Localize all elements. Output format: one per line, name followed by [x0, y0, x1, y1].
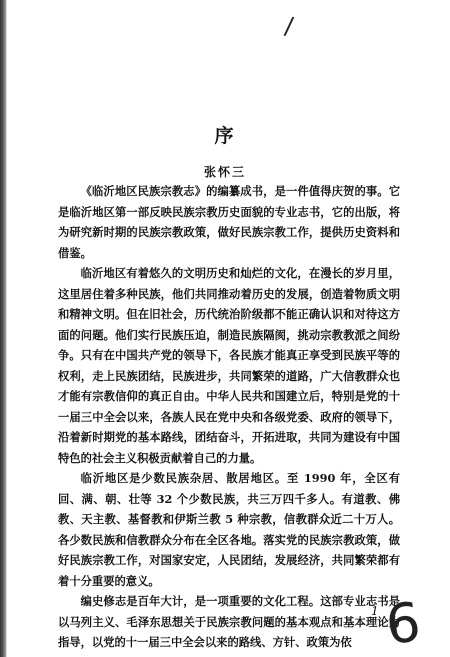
- page-number: 1: [371, 604, 379, 618]
- scan-shadow-edge: [0, 0, 7, 657]
- author-name: 张怀三: [203, 165, 246, 179]
- handwritten-page-number: 6: [382, 590, 424, 657]
- handwritten-pen-mark: /: [283, 11, 296, 41]
- paragraph-2: 临沂地区有着悠久的文明历史和灿烂的文化，在漫长的岁月里，这里居住着多种民族，他们共同推动着历史的发展，创造着物质文明和精神文明。但在旧社会，历代统治阶级都不能正确认识和对待这方面的问题。他们实行民族压迫，制造民族隔阂，挑动宗教教派之间纷争。只有在中国共产党的领导下，各民族才能真正享受到民族平等的权利，走上民族团结，民族进步，共同繁荣的道路，广大信教群众也才能有宗教信仰的真正自由。中华人民共和国建立后，特别是党的十一届三中全会以来，各族人民在党中央和各级党委、政府的领导下，沿着新时期党的基本路线，团结奋斗，开拓进取，共同为建设有中国特色的社会主义积极贡献着自己的力量。: [58, 266, 400, 465]
- paragraph-1: 《临沂地区民族宗教志》的编纂成书，是一件值得庆贺的事。它是临沂地区第一部反映民族宗教历史面貌的专业志书，它的出版，将为研究新时期的民族宗教政策，做好民族宗教工作，提供历史资料和借鉴。: [58, 184, 400, 260]
- paragraph-3: 临沂地区是少数民族杂居、散居地区。至 1990 年，全区有回、满、朝、壮等 32 个少数民族，共三万四千多人。有道教、佛教、天主教、基督教和伊斯兰教 5 种宗教，信教群众近二十万人。各少数民族和信教群众分布在全区各地。落实党的民族宗教政策，做好民族宗教工作，对国家安定，人民团结，发展经济，共同繁荣都有着十分重要的意义。: [58, 471, 400, 588]
- preface-body: [58, 181, 400, 653]
- paragraph-4: 编史修志是百年大计，是一项重要的文化工程。这部专业志书是以马列主义、毛泽东思想关于民族宗教问题的基本观点和基本理论为指导，以党的十一届三中全会以来的路线、方针、政策为依: [58, 594, 400, 649]
- page-title: 序: [214, 125, 236, 147]
